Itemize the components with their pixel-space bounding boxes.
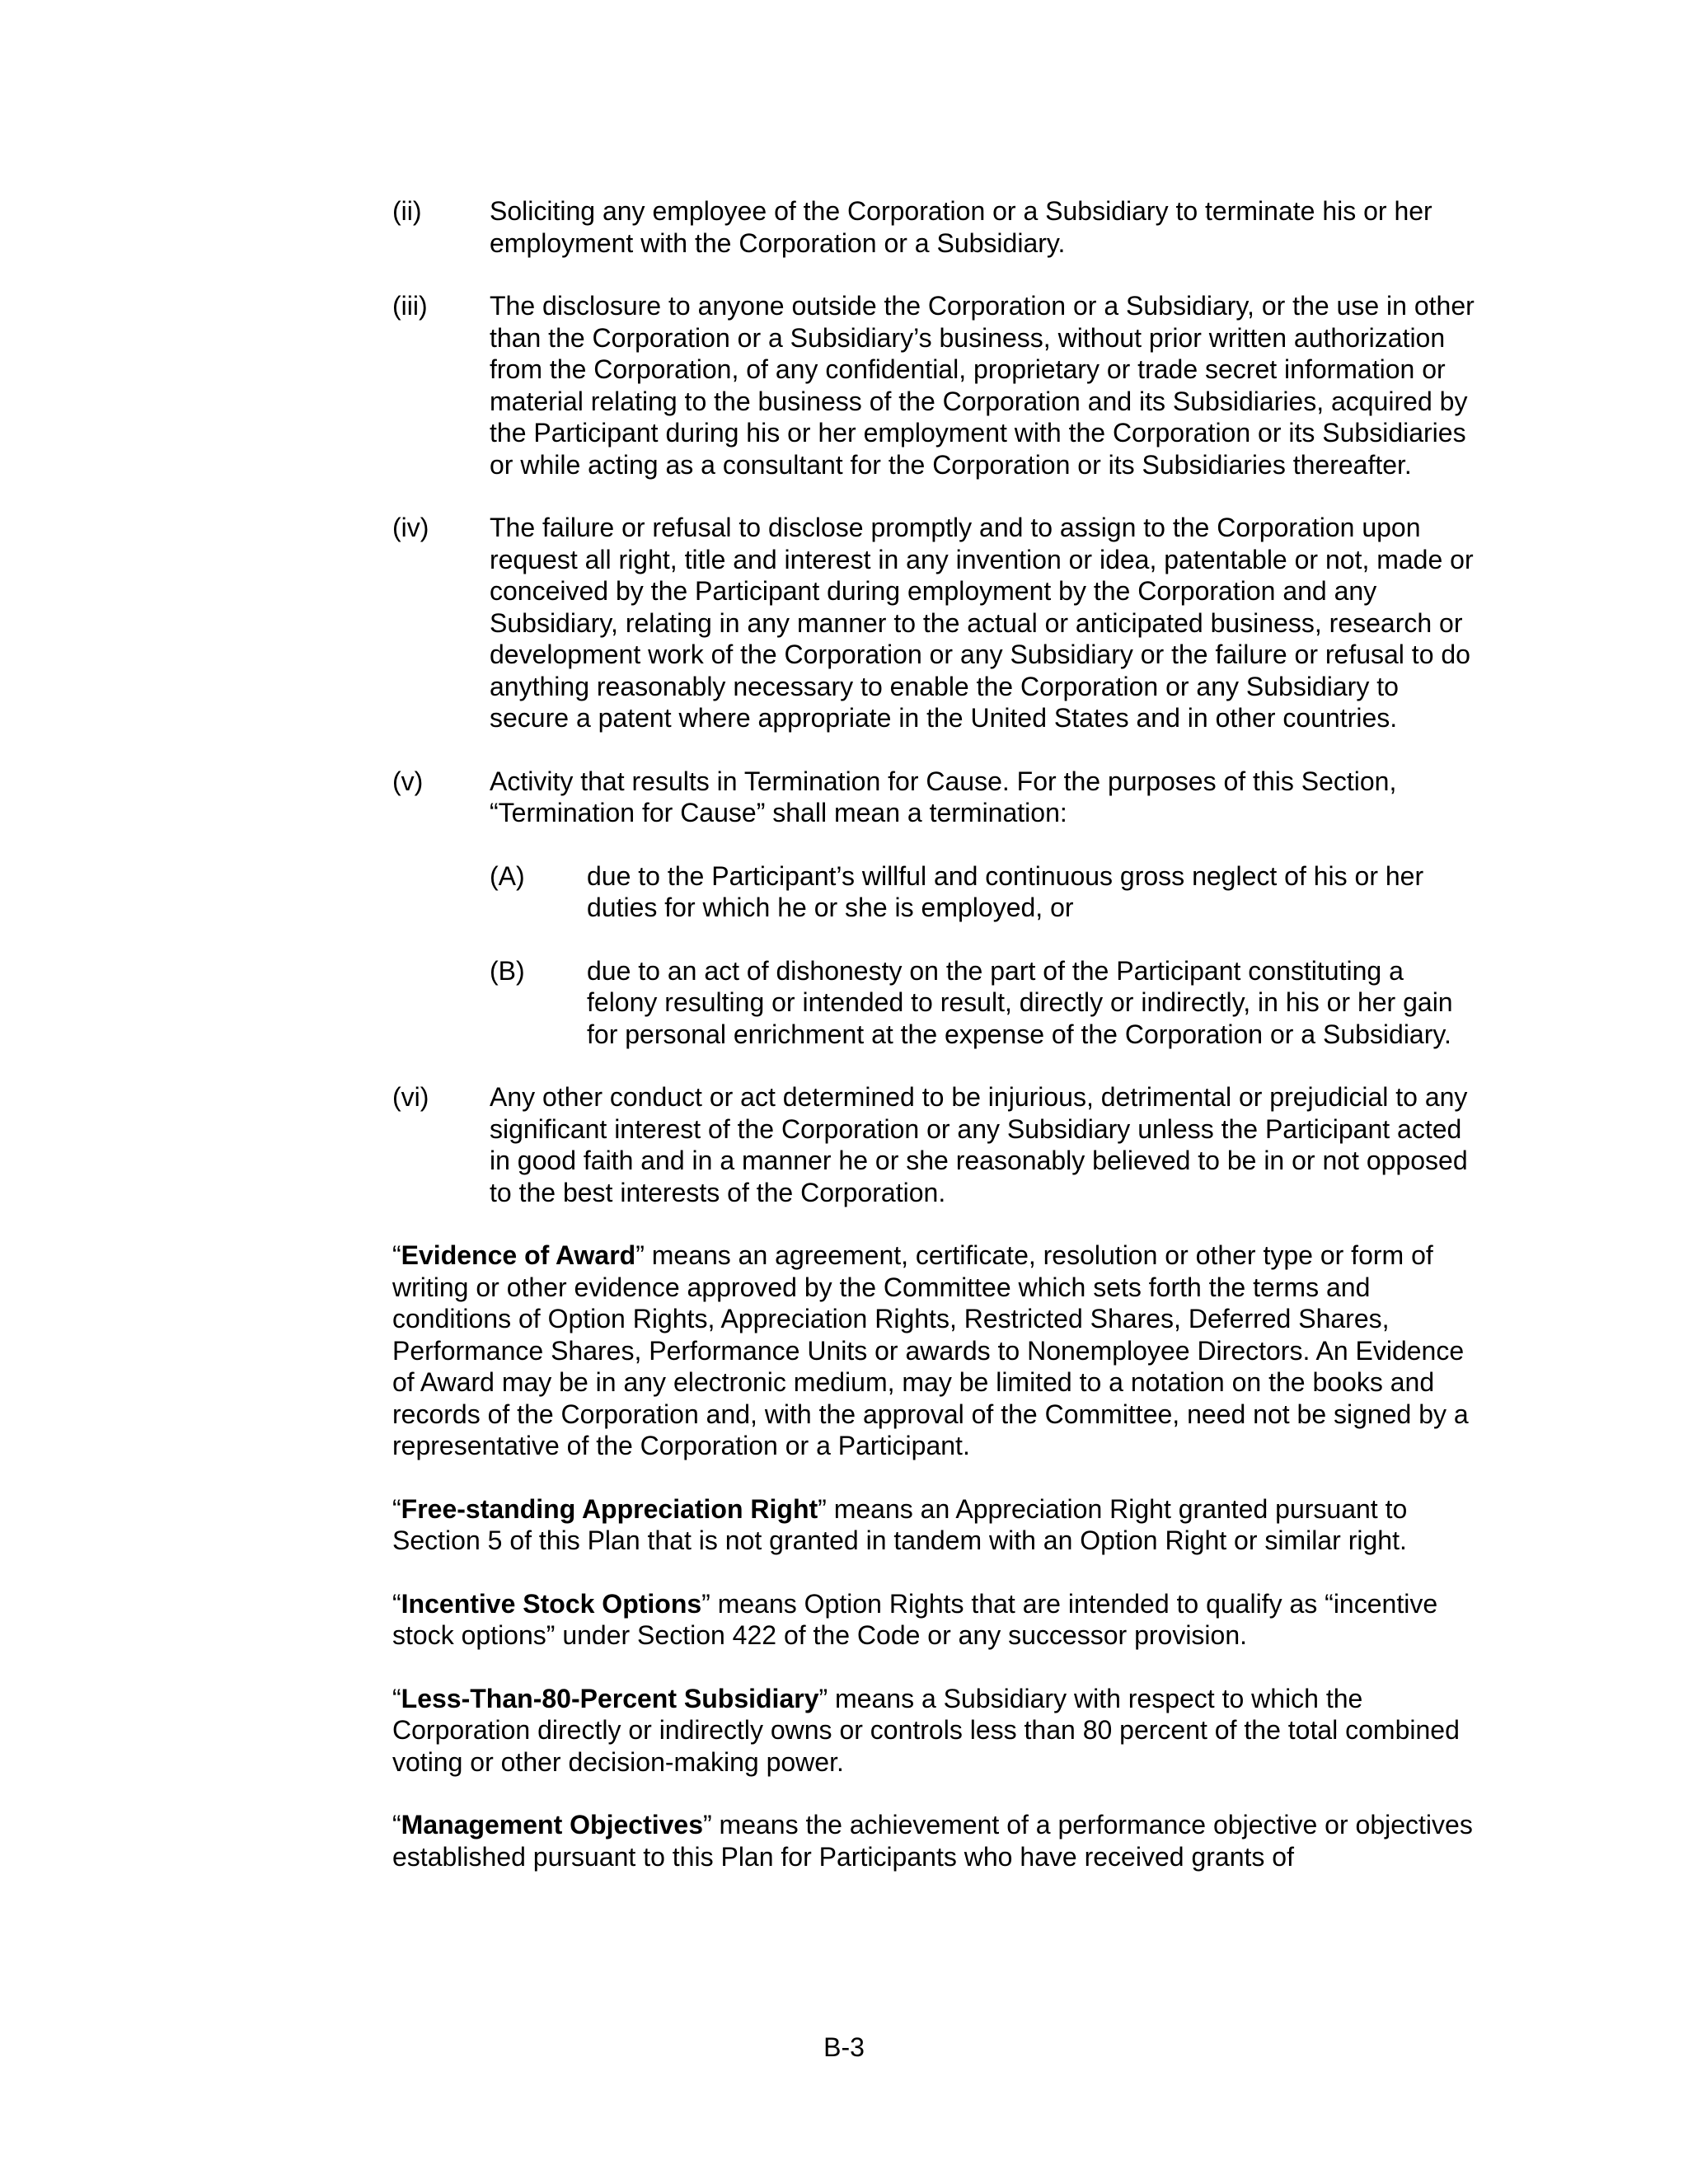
definition-free-standing-appreciation-right <box>392 1493 1480 1557</box>
item-number: (iii) <box>392 291 428 321</box>
definition-text: ” means the achievement of a performance objective or objectives established pursuant to this Plan for Participants who have received grants of <box>392 1810 1473 1872</box>
item-text: Soliciting any employee of the Corporation or a Subsidiary to terminate his or her employment with the Corporation or a Subsidiary. <box>490 196 1432 258</box>
defined-term: Management Objectives <box>401 1810 703 1840</box>
open-quote: “ <box>392 1493 401 1524</box>
sub-item-a <box>490 860 1480 924</box>
definition-evidence-of-award <box>392 1240 1480 1462</box>
definition-less-than-80-percent-subsidiary <box>392 1683 1480 1779</box>
definition-text: ” means Option Rights that are intended to qualify as “incentive stock options” under Section 422 of the Code or any successor provision. <box>392 1588 1438 1650</box>
item-text: Activity that results in Termination for Cause. For the purposes of this Section, “Termination for Cause” shall mean a termination: <box>490 766 1397 827</box>
item-number: (ii) <box>392 196 422 226</box>
open-quote: “ <box>392 1683 401 1713</box>
item-number: (iv) <box>392 513 429 542</box>
definition-text: ” means a Subsidiary with respect to which the Corporation directly or indirectly owns or controls less than 80 percent of the total combined voting or other decision-making power. <box>392 1683 1460 1777</box>
item-text: The failure or refusal to disclose promptly and to assign to the Corporation upon request all right, title and interest in any invention or idea, patentable or not, made or conceived by the Participant during employment by the Corporation and any Subsidiary, relating in any manner to the actual or anticipated business, research or development work of the Corporation or any Subsidiary or the failure or refusal to do anything reasonably necessary to enable the Corporation or any Subsidiary to secure a patent where appropriate in the United States and in other countries. <box>490 513 1474 733</box>
defined-term: Less-Than-80-Percent Subsidiary <box>401 1683 819 1713</box>
page-number: B-3 <box>823 2032 865 2062</box>
open-quote: “ <box>392 1588 401 1619</box>
list-item-iii <box>392 290 1480 480</box>
sub-item-b <box>490 955 1480 1051</box>
definition-text: ” means an Appreciation Right granted pursuant to Section 5 of this Plan that is not granted in tandem with an Option Right or similar right. <box>392 1493 1408 1555</box>
open-quote: “ <box>392 1810 401 1840</box>
item-text: Any other conduct or act determined to be injurious, detrimental or prejudicial to any significant interest of the Corporation or any Subsidiary unless the Participant acted in good faith and in a manner he or she reasonably believed to be in or not opposed to the best interests of the Corporation. <box>490 1082 1468 1207</box>
defined-term: Evidence of Award <box>401 1240 636 1270</box>
defined-term: Incentive Stock Options <box>401 1588 702 1619</box>
definition-management-objectives <box>392 1809 1480 1872</box>
item-text: The disclosure to anyone outside the Corporation or a Subsidiary, or the use in other than the Corporation or a Subsidiary’s business, without prior written authorization from the Corporation, of any confidential, proprietary or trade secret information or material relating to the business of the Corporation and its Subsidiaries, acquired by the Participant during his or her employment with the Corporation or its Subsidiaries or while acting as a consultant for the Corporation or its Subsidiaries thereafter. <box>490 291 1475 480</box>
item-number: (v) <box>392 766 424 796</box>
open-quote: “ <box>392 1240 401 1270</box>
item-number: (vi) <box>392 1082 429 1112</box>
sub-item-text: due to the Participant’s willful and continuous gross neglect of his or her duties for which he or she is employed, or <box>587 860 1424 922</box>
list-item-iv <box>392 512 1480 734</box>
list-item-vi <box>392 1081 1480 1208</box>
definition-incentive-stock-options <box>392 1588 1480 1652</box>
list-item-v <box>392 766 1480 1051</box>
definition-text: ” means an agreement, certificate, resolution or other type or form of writing or other evidence approved by the Committee which sets forth the terms and conditions of Option Rights, Appreciation Rights, Restricted Shares, Deferred Shares, Performance Shares, Performance Units or awards to Nonemployee Directors. An Evidence of Award may be in any electronic medium, may be limited to a notation on the books and records of the Corporation and, with the approval of the Committee, need not be signed by a representative of the Corporation or a Participant. <box>392 1240 1469 1460</box>
list-item-ii <box>392 195 1480 259</box>
defined-term: Free-standing Appreciation Right <box>401 1493 818 1524</box>
sub-item-number: (A) <box>490 860 525 891</box>
sub-item-number: (B) <box>490 955 525 986</box>
sub-list <box>490 860 1480 1051</box>
sub-item-text: due to an act of dishonesty on the part of the Participant constituting a felony resulting or intended to result, directly or indirectly, in his or her gain for personal enrichment at the expense of the Corporation or a Subsidiary. <box>587 955 1453 1049</box>
document-body <box>392 195 1480 1904</box>
